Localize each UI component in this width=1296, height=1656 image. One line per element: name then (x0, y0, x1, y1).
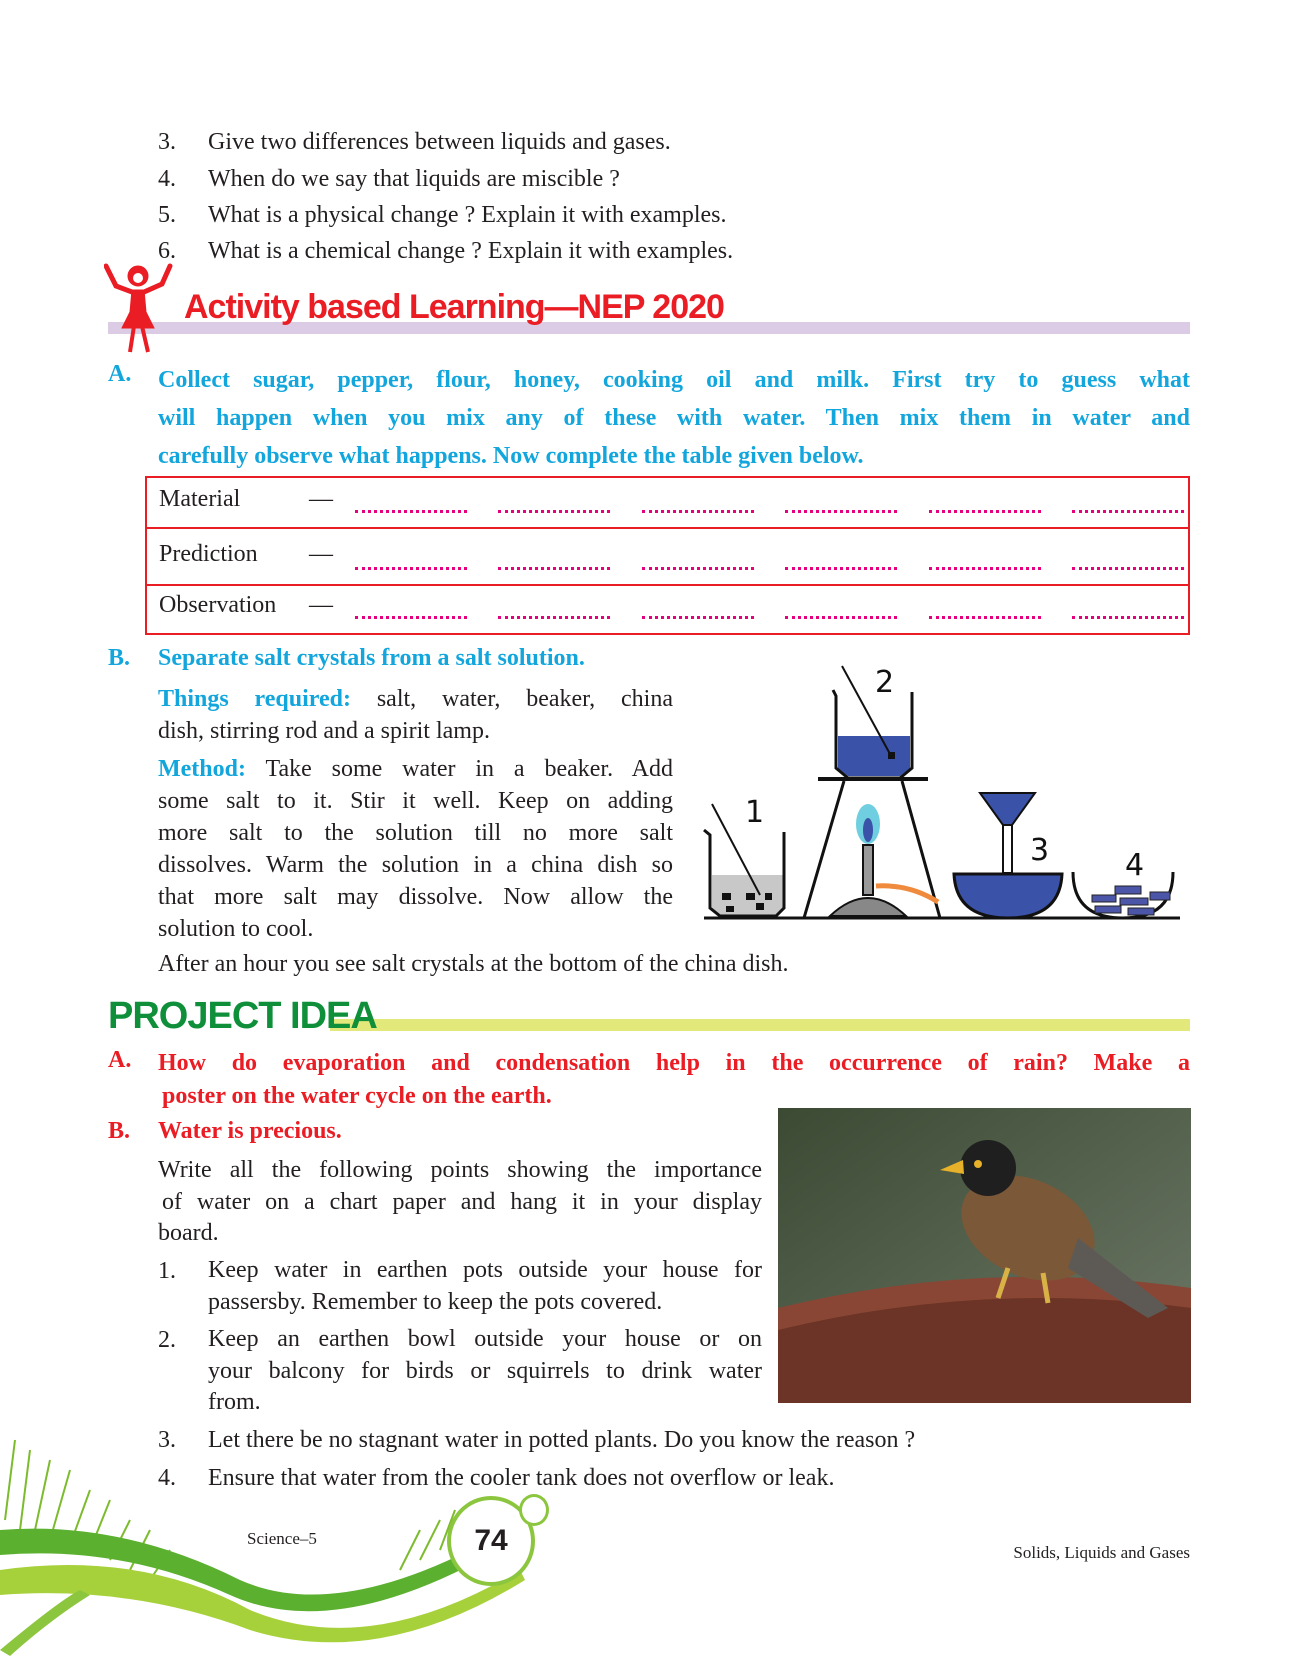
activity-b-label: B. (108, 645, 131, 671)
table-row-observation (147, 586, 1188, 635)
method-text: dissolves. Warm the solution in a china dish so (158, 852, 673, 878)
question-number: 4. (158, 166, 176, 192)
project-a-label: A. (108, 1047, 132, 1073)
project-title: PROJECT IDEA (108, 995, 377, 1037)
method-text: some salt to it. Stir it well. Keep on adding (158, 788, 673, 814)
row-dash: — (309, 541, 333, 567)
point-text: Keep an earthen bowl outside your house or on (208, 1326, 762, 1352)
observation-table (145, 476, 1190, 635)
activity-b-title: Separate salt crystals from a salt solution. (158, 645, 585, 671)
row-label: Material (159, 486, 241, 512)
table-row-material (147, 478, 1188, 529)
activity-title: Activity based Learning—NEP 2020 (184, 288, 724, 326)
diagram-label-3: 3 (1030, 833, 1050, 868)
activity-a-line: Collect sugar, pepper, flour, honey, cooking oil and milk. First try to guess what (158, 367, 1190, 393)
question-text: What is a physical change ? Explain it with examples. (208, 202, 727, 228)
beaker-1 (704, 804, 784, 916)
point-text: passersby. Remember to keep the pots covered. (208, 1288, 663, 1315)
question-number: 3. (158, 129, 176, 155)
diagram-label-4: 4 (1125, 848, 1145, 883)
method-text: that more salt may dissolve. Now allow the (158, 884, 673, 910)
things-label: Things required: (158, 686, 351, 712)
point-text: from. (208, 1389, 261, 1415)
activity-a-line: carefully observe what happens. Now complete the table given below. (158, 443, 864, 469)
small-circle-decoration (519, 1494, 549, 1526)
bird-on-pot-photo (778, 1108, 1191, 1403)
page-number: 74 (447, 1496, 535, 1586)
diagram-label-1: 1 (745, 795, 765, 830)
girl-figure-icon (104, 262, 174, 354)
point-text: your balcony for birds or squirrels to drink water (208, 1357, 762, 1384)
project-header-band (330, 1019, 1190, 1031)
project-a-line: poster on the water cycle on the earth. (162, 1083, 552, 1109)
row-dash: — (309, 486, 333, 512)
footer-book: Science–5 (247, 1529, 317, 1548)
method-text: more salt to the solution till no more salt (158, 820, 673, 846)
question-text: When do we say that liquids are miscible ? (208, 166, 620, 192)
method-label: Method: (158, 756, 246, 782)
china-dish-4 (1073, 872, 1173, 918)
things-text: salt, water, beaker, china (376, 686, 673, 712)
method-text: Take some water in a beaker. Add (265, 756, 673, 782)
activity-a-label: A. (108, 361, 132, 387)
project-b-label: B. (108, 1118, 131, 1144)
point-number: 1. (158, 1258, 176, 1284)
diagram-label-2: 2 (875, 665, 895, 700)
project-a-line: How do evaporation and condensation help in the occurrence of rain? Make a (158, 1050, 1190, 1076)
after-text: After an hour you see salt crystals at the bottom of the china dish. (158, 951, 789, 977)
point-number: 4. (158, 1465, 176, 1491)
intro-line: board. (158, 1220, 219, 1246)
intro-line: Write all the following points showing the importance (158, 1157, 762, 1183)
question-number: 5. (158, 202, 176, 228)
point-number: 3. (158, 1427, 176, 1453)
fill-blanks[interactable] (355, 616, 1184, 619)
salt-crystallization-diagram (690, 650, 1200, 930)
point-text: Ensure that water from the cooler tank does not overflow or leak. (208, 1465, 835, 1491)
activity-a-line: will happen when you mix any of these with water. Then mix them in water and (158, 405, 1190, 431)
table-row-prediction (147, 529, 1188, 586)
point-text: Let there be no stagnant water in potted plants. Do you know the reason ? (208, 1427, 916, 1453)
question-text: Give two differences between liquids and gases. (208, 129, 671, 155)
footer-chapter: Solids, Liquids and Gases (1013, 1543, 1190, 1562)
project-b-title: Water is precious. (158, 1118, 342, 1144)
question-text: What is a chemical change ? Explain it with examples. (208, 238, 734, 264)
spirit-lamp (830, 804, 938, 916)
method-text: solution to cool. (158, 916, 314, 942)
things-text: dish, stirring rod and a spirit lamp. (158, 718, 490, 744)
fill-blanks[interactable] (355, 510, 1184, 513)
fill-blanks[interactable] (355, 567, 1184, 570)
point-text: Keep water in earthen pots outside your house for (208, 1257, 762, 1283)
question-number: 6. (158, 238, 176, 264)
row-dash: — (309, 592, 333, 618)
intro-line: of water on a chart paper and hang it in your display (162, 1188, 762, 1215)
row-label: Observation (159, 592, 277, 618)
row-label: Prediction (159, 541, 258, 567)
point-number: 2. (158, 1327, 176, 1353)
